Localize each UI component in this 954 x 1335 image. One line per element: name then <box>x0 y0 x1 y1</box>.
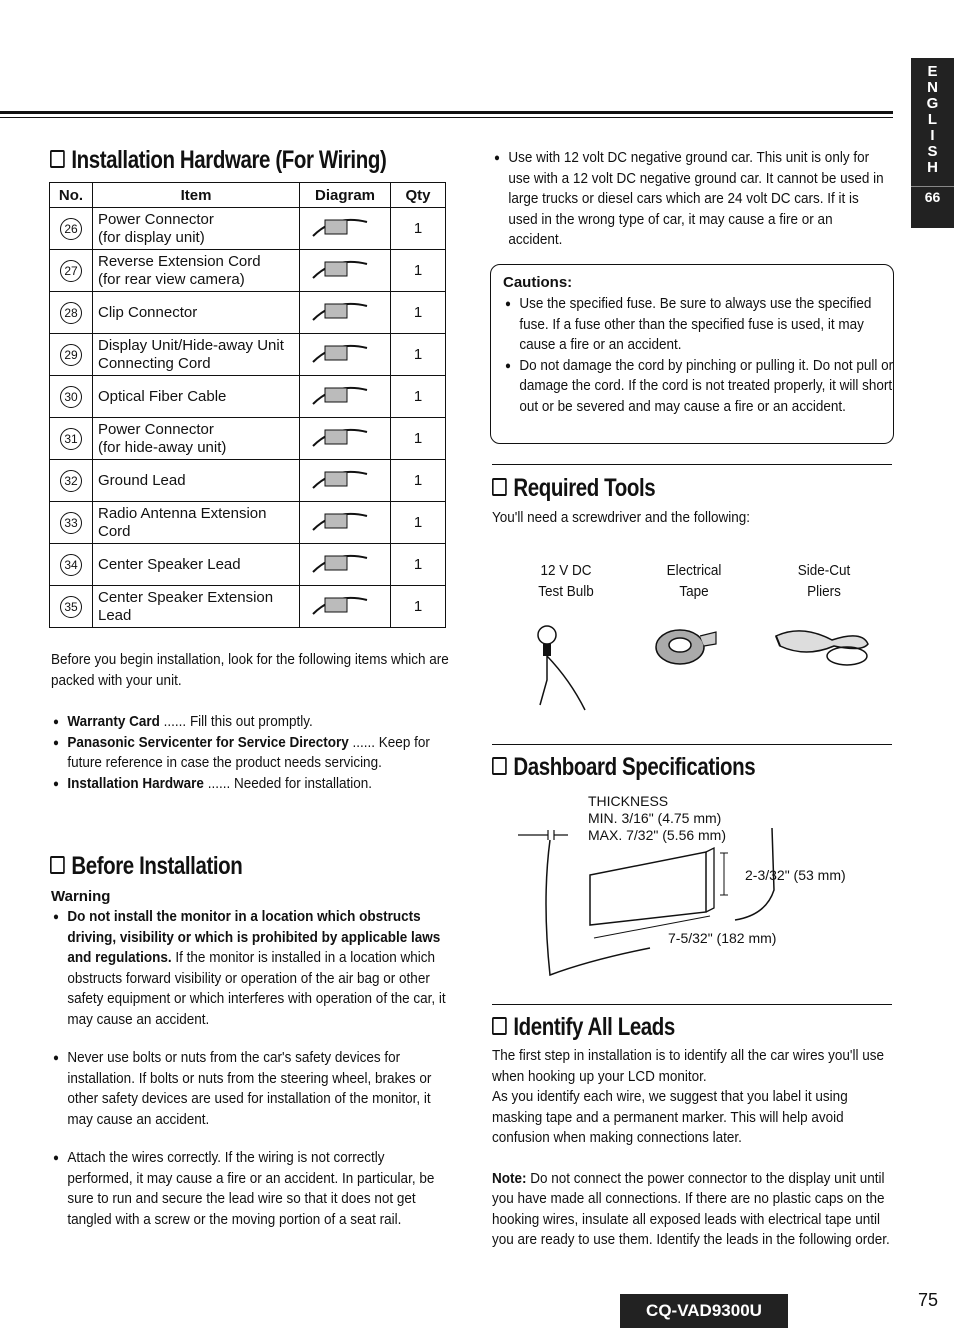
divider <box>492 1004 892 1005</box>
row-qty: 1 <box>391 544 446 586</box>
row-diagram-icon <box>300 544 391 586</box>
packed-list <box>53 712 453 794</box>
leads-heading: Identify All Leads <box>492 1013 675 1042</box>
model-badge: CQ-VAD9300U <box>620 1294 788 1328</box>
row-diagram-icon <box>300 586 391 628</box>
hardware-row <box>50 334 446 376</box>
row-qty: 1 <box>391 586 446 628</box>
hardware-row <box>50 502 446 544</box>
tab-letter: I <box>930 127 935 144</box>
row-item: Power Connector (for display unit) <box>93 208 300 250</box>
thickness-spec: THICKNESS MIN. 3/16" (4.75 mm) MAX. 7/32" (5.56 mm) <box>588 793 727 843</box>
hardware-row <box>50 544 446 586</box>
row-diagram-icon <box>300 292 391 334</box>
circled-number: 32 <box>60 470 82 492</box>
checkbox-icon <box>50 150 65 168</box>
leads-section <box>492 1013 715 1042</box>
circled-number: 26 <box>60 218 82 240</box>
warnings <box>53 907 453 1230</box>
hardware-row <box>50 586 446 628</box>
circled-number: 30 <box>60 386 82 408</box>
leads-text: The first step in installation is to identify all the car wires you'll use when hooking up your LCD monitor. As you identify each wire, we suggest that you label it using masking tape and a permanent marker. This will help avoid confusion when making connections later. Note: Do not connect the power connector to the display unit until you have made all connections. If there are no plastic caps on the hooking wires, insulate all exposed leads with electrical tape until you are ready to use them. Identify the leads in the following order. <box>492 1046 895 1251</box>
row-item: Display Unit/Hide-away Unit Connecting Cord <box>93 334 300 376</box>
row-diagram-icon <box>300 250 391 292</box>
row-item: Optical Fiber Cable <box>93 376 300 418</box>
circled-number: 35 <box>60 596 82 618</box>
divider <box>492 464 892 465</box>
row-number <box>50 376 93 418</box>
row-diagram-icon <box>300 418 391 460</box>
cautions-list <box>505 294 894 417</box>
row-number <box>50 460 93 502</box>
cautions-box <box>490 264 894 444</box>
caution-item: ● Do not damage the cord by pinching or pulling it. Do not pull or damage the cord. If the cord is not treated properly, it will short out or be severed and may cause a fire or an accident. <box>505 356 894 418</box>
tools-section <box>492 474 691 503</box>
tab-letter: L <box>927 111 938 128</box>
row-number <box>50 208 93 250</box>
row-number <box>50 544 93 586</box>
row-qty: 1 <box>391 460 446 502</box>
caution-item: ● Use the specified fuse. Be sure to always use the specified fuse. If a fuse other than the specified fuse is used, it may cause a fire or an accident. <box>505 294 894 356</box>
pliers-icon <box>772 622 872 672</box>
col-diagram: Diagram <box>300 183 391 208</box>
tools-intro: You'll need a screwdriver and the following: <box>492 509 750 526</box>
row-diagram-icon <box>300 460 391 502</box>
dc-note: ● Use with 12 volt DC negative ground car. This unit is only for use with a 12 volt DC negative ground car. It cannot be used in large trucks or diesel cars which are 24 volt DC cars. If it is used in the wrong type of car, it may cause a fire or an accident. <box>494 148 890 251</box>
tab-letter: G <box>926 95 939 112</box>
hardware-section <box>50 146 460 175</box>
height-spec: 2-3/32" (53 mm) <box>745 867 846 883</box>
warning-label: Warning <box>51 888 111 905</box>
circled-number: 33 <box>60 512 82 534</box>
packed-item: ● Installation Hardware ...... Needed for installation. <box>53 774 453 795</box>
packed-item: ● Panasonic Servicenter for Service Directory ...... Keep for future reference in case the product needs servicing. <box>53 733 453 774</box>
hardware-heading: Installation Hardware (For Wiring) <box>50 146 386 175</box>
row-diagram-icon <box>300 502 391 544</box>
tool-bulb-label: 12 V DC Test Bulb <box>538 562 594 600</box>
row-qty: 1 <box>391 376 446 418</box>
row-number <box>50 502 93 544</box>
circled-number: 34 <box>60 554 82 576</box>
row-number <box>50 418 93 460</box>
circled-number: 29 <box>60 344 82 366</box>
row-diagram-icon <box>300 334 391 376</box>
row-qty: 1 <box>391 208 446 250</box>
top-rule-thin <box>0 117 893 118</box>
row-item: Power Connector (for hide-away unit) <box>93 418 300 460</box>
row-item: Center Speaker Extension Lead <box>93 586 300 628</box>
top-rule <box>0 111 893 114</box>
tab-letter: E <box>927 63 938 80</box>
hardware-row <box>50 460 446 502</box>
col-item: Item <box>93 183 300 208</box>
tab-page-number: 66 <box>911 186 954 205</box>
cautions-label: Cautions: <box>503 274 573 291</box>
row-diagram-icon <box>300 208 391 250</box>
row-item: Clip Connector <box>93 292 300 334</box>
row-qty: 1 <box>391 502 446 544</box>
before-heading: Before Installation <box>50 852 242 881</box>
hardware-table <box>49 182 446 628</box>
checkbox-icon <box>492 1017 507 1035</box>
test-bulb-icon <box>530 620 600 720</box>
width-spec: 7-5/32" (182 mm) <box>668 930 777 946</box>
checkbox-icon <box>492 757 507 775</box>
language-tab <box>911 58 954 228</box>
row-item: Ground Lead <box>93 460 300 502</box>
tab-letter: N <box>927 79 938 96</box>
row-diagram-icon <box>300 376 391 418</box>
divider <box>492 744 892 745</box>
before-section <box>50 852 285 881</box>
row-number <box>50 334 93 376</box>
checkbox-icon <box>492 478 507 496</box>
tool-pliers-label: Side-Cut Pliers <box>797 562 851 600</box>
row-number <box>50 250 93 292</box>
leads-note: Note: Do not connect the power connector to the display unit until you have made all connections. If there are no plastic caps on the hooking wires, insulate all exposed leads with electrical tape until you are ready to use them. Identify the leads in the following order. <box>492 1169 890 1248</box>
tab-letter: S <box>927 143 938 160</box>
tool-tape-label: Electrical Tape <box>666 562 722 600</box>
before-begin-text: Before you begin installation, look for the following items which are packed with your unit. <box>51 651 449 689</box>
circled-number: 27 <box>60 260 82 282</box>
row-item: Radio Antenna Extension Cord <box>93 502 300 544</box>
row-qty: 1 <box>391 334 446 376</box>
row-qty: 1 <box>391 292 446 334</box>
checkbox-icon <box>50 856 65 874</box>
page-number: 75 <box>917 1290 938 1310</box>
row-qty: 1 <box>391 418 446 460</box>
tape-icon <box>650 622 720 672</box>
dashboard-diagram <box>510 820 790 985</box>
hardware-row <box>50 208 446 250</box>
dash-section <box>492 753 813 782</box>
row-qty: 1 <box>391 250 446 292</box>
dash-heading: Dashboard Specifications <box>492 753 755 782</box>
tools-heading: Required Tools <box>492 474 655 503</box>
row-item: Center Speaker Lead <box>93 544 300 586</box>
tab-letter: H <box>927 159 938 176</box>
row-item: Reverse Extension Cord (for rear view camera) <box>93 250 300 292</box>
hardware-row <box>50 292 446 334</box>
row-number <box>50 586 93 628</box>
circled-number: 28 <box>60 302 82 324</box>
warning-item: ● Do not install the monitor in a location which obstructs driving, visibility or which is prohibited by applicable laws and regulations. If the monitor is installed in a location which obstructs forward visibility or operation of the air bag or other safety equipment or which interferes with operation of the car, it may cause an accident. <box>53 907 453 1030</box>
warning-item: ● Attach the wires correctly. If the wiring is not correctly performed, it may cause a fire or an accident. In particular, be sure to run and secure the lead wire so that it does not get tangled with a screw or the moving portion of a seat rail. <box>53 1148 453 1230</box>
hardware-row <box>50 376 446 418</box>
hardware-row <box>50 418 446 460</box>
hardware-row <box>50 250 446 292</box>
col-qty: Qty <box>391 183 446 208</box>
circled-number: 31 <box>60 428 82 450</box>
col-no: No. <box>50 183 93 208</box>
row-number <box>50 292 93 334</box>
warning-item: ● Never use bolts or nuts from the car's safety devices for installation. If bolts or nuts from the steering wheel, brakes or other safety devices are used for installation of the monitor, it may cause an accident. <box>53 1048 453 1130</box>
packed-item: ● Warranty Card ...... Fill this out promptly. <box>53 712 453 733</box>
